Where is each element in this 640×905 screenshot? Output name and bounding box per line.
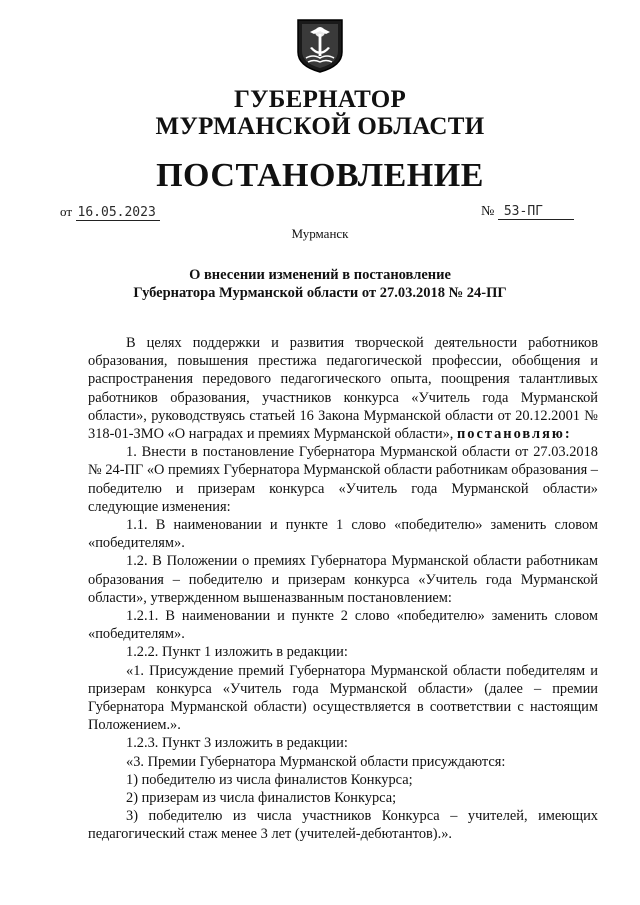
paragraph-1-1: 1.1. В наименовании и пункте 1 слово «победителю» заменить словом «победителям». xyxy=(88,517,598,552)
title-line-1: О внесении изменений в постановление xyxy=(189,267,451,283)
list-item-3: 3) победителю из числа участников Конкурса – учителей, имеющих педагогический стаж менее 3 лет (учителей-дебютантов).». xyxy=(88,808,598,843)
document-title xyxy=(60,266,580,302)
number-row xyxy=(481,204,574,220)
document-type: ПОСТАНОВЛЕНИЕ xyxy=(156,157,484,194)
document-date: 16.05.2023 xyxy=(76,205,160,221)
preamble-paragraph xyxy=(88,334,598,443)
preamble-text: В целях поддержки и развития творческой деятельности работников образования, повышения престижа педагогической профессии, обобщения и распространения передового педагогического опыта, поощрения талантливых работников образования, участников конкурса «Учитель года Мурманской области», руководствуясь статьей 16 Закона Мурманской области от 20.12.2001 № 318-01-ЗМО «О наградах и премиях Мурманской области», xyxy=(88,335,598,443)
resolution-word: постановляю: xyxy=(456,426,572,443)
date-row xyxy=(60,204,160,221)
paragraph-1-2-2: 1.2.2. Пункт 1 изложить в редакции: xyxy=(126,644,348,661)
coat-of-arms-emblem xyxy=(296,18,344,74)
document-body xyxy=(88,334,598,844)
quoted-point-1: «1. Присуждение премий Губернатора Мурманской области победителям и призерам конкурса «Учитель года Мурманской области» (далее – премии Губернатора Мурманской области) осуществляется в соответствии с настоящим Положением.». xyxy=(88,662,598,734)
date-label: от xyxy=(60,204,73,219)
document-number: 53-ПГ xyxy=(498,204,574,220)
number-label: № xyxy=(481,204,495,219)
paragraph-1-2: 1.2. В Положении о премиях Губернатора Мурманской области работникам образования – победителю и призерам конкурса «Учитель года Мурманской области», утвержденном вышеназванным постановлением: xyxy=(88,553,598,606)
header-governor: ГУБЕРНАТОР xyxy=(233,86,407,113)
document-city: Мурманск xyxy=(291,226,349,241)
quoted-point-3: «3. Премии Губернатора Мурманской области присуждаются: xyxy=(126,753,506,770)
paragraph-1-2-3: 1.2.3. Пункт 3 изложить в редакции: xyxy=(126,735,348,752)
header-region: МУРМАНСКОЙ ОБЛАСТИ xyxy=(155,113,485,140)
paragraph-1-2-1: 1.2.1. В наименовании и пункте 2 слово «победителю» заменить словом «победителям». xyxy=(88,608,598,643)
list-item-2: 2) призерам из числа финалистов Конкурса; xyxy=(126,790,397,807)
list-item-1: 1) победителю из числа финалистов Конкурса; xyxy=(126,771,413,788)
paragraph-1: 1. Внести в постановление Губернатора Мурманской области от 27.03.2018 № 24-ПГ «О премиях Губернатора Мурманской области работникам образования – победителю и призерам конкурса «Учитель года Мурманской области» следующие изменения: xyxy=(88,444,598,515)
title-line-2: Губернатора Мурманской области от 27.03.2018 № 24-ПГ xyxy=(133,285,507,301)
